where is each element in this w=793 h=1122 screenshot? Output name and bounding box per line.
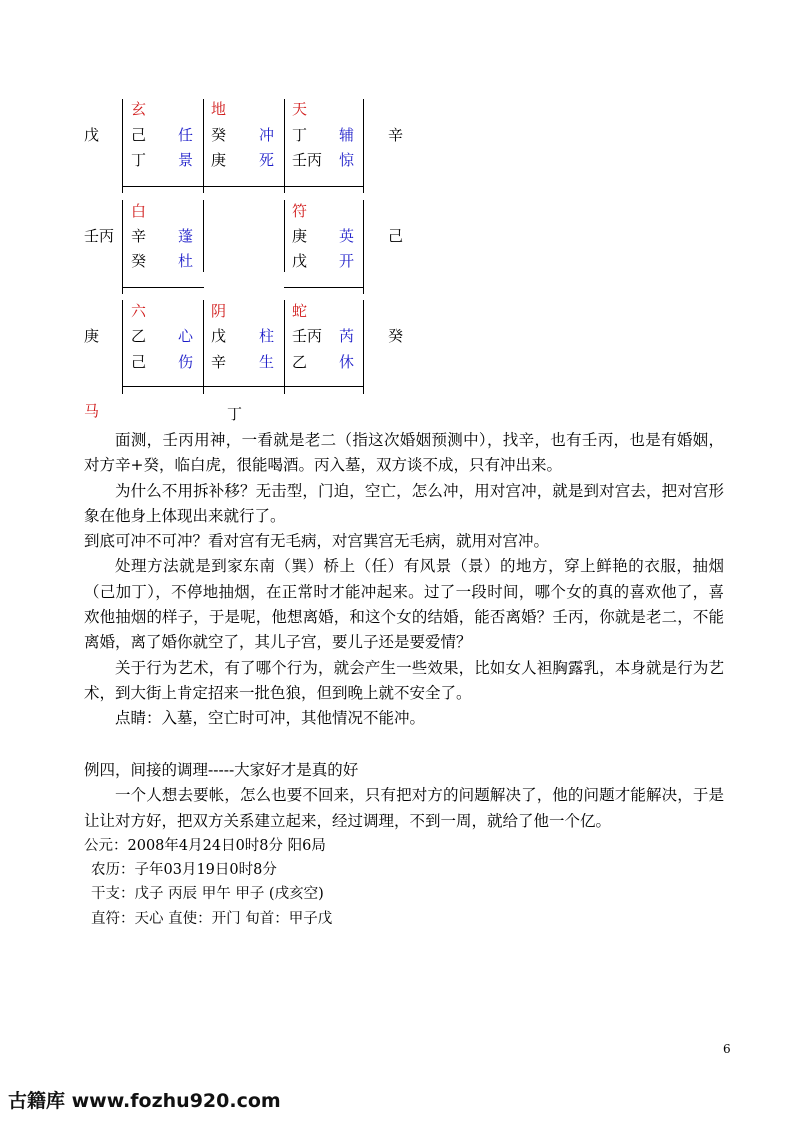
grid-hline	[122, 186, 364, 187]
palace-stem: 壬丙	[292, 327, 323, 345]
grid-vline	[284, 99, 285, 193]
palace-god: 阴	[211, 302, 227, 320]
palace-god: 白	[131, 202, 147, 220]
palace-door: 死	[259, 151, 275, 169]
palace-stem: 乙	[292, 353, 308, 371]
grid-vline	[203, 99, 204, 193]
paragraph: 为什么不用拆补移？无击型，门迫，空亡，怎么冲，用对宫冲，就是到对宫去，把对宫形象在他身上体现出来就行了。	[84, 481, 724, 525]
grid-vline	[122, 99, 123, 193]
grid-hline	[122, 386, 364, 387]
palace-god: 符	[292, 202, 308, 220]
paragraph: 面测，壬丙用神，一看就是老二（指这次婚姻预测中），找辛，也有壬丙，也是有婚姻，对方辛+癸，临白虎，很能喝酒。丙入墓，双方谈不成，只有冲出来。	[84, 431, 724, 475]
grid-vline	[122, 200, 123, 294]
palace-god: 地	[211, 100, 227, 118]
palace-god: 玄	[131, 100, 147, 118]
grid-vline	[363, 300, 364, 394]
palace-door: 杜	[178, 252, 194, 270]
palace-star: 蓬	[178, 227, 194, 245]
grid-vline	[284, 200, 285, 272]
left-stem-label: 戊	[84, 126, 100, 144]
palace-door: 休	[339, 353, 355, 371]
ganzhi-line: 干支：戊子 丙辰 甲午 甲子 (戌亥空)	[91, 886, 324, 902]
palace-stem: 己	[131, 126, 147, 144]
palace-stem: 癸	[131, 252, 147, 270]
palace-stem: 辛	[131, 227, 147, 245]
analysis-text	[84, 428, 724, 732]
footer-watermark: 古籍库 www.fozhu920.com	[8, 1090, 281, 1112]
palace-stem: 辛	[211, 353, 227, 371]
paragraph: 点睛：入墓，空亡时可冲，其他情况不能冲。	[115, 709, 426, 728]
grid-hline	[284, 287, 364, 288]
grid-vline	[284, 300, 285, 394]
palace-stem: 壬丙	[292, 151, 323, 169]
palace-stem: 癸	[211, 126, 227, 144]
example-body: 一个人想去要帐，怎么也要不回来，只有把对方的问题解决了，他的问题才能解决，于是让让对方好，把双方关系建立起来，经过调理，不到一周，就给了他一个亿。	[84, 786, 724, 830]
grid-vline	[203, 200, 204, 272]
palace-star: 冲	[259, 126, 275, 144]
example-title: 例四，间接的调理-----大家好才是真的好	[84, 761, 359, 779]
right-stem-label: 辛	[388, 126, 404, 144]
grid-vline	[363, 200, 364, 294]
horse-star-label: 马	[84, 402, 100, 420]
palace-stem: 乙	[131, 327, 147, 345]
left-stem-label: 壬丙	[84, 227, 115, 245]
grid-vline	[203, 300, 204, 394]
palace-door: 景	[178, 151, 194, 169]
palace-star: 芮	[339, 327, 355, 345]
palace-star: 任	[178, 126, 194, 144]
paragraph: 处理方法就是到家东南（巽）桥上（任）有风景（景）的地方，穿上鲜艳的衣服，抽烟（己加丁），不停地抽烟，在正常时才能冲起来。过了一段时间，哪个女的真的喜欢他了，喜欢他抽烟的样子，于是呢，他想离婚，和这个女的结婚，能否离婚？壬丙，你就是老二，不能离婚，离了婚你就空了，其儿子宫，要儿子还是要爱情？	[84, 557, 724, 652]
palace-god: 六	[131, 302, 147, 320]
grid-hline	[122, 287, 204, 288]
palace-stem: 戊	[211, 327, 227, 345]
page-number: 6	[723, 1042, 731, 1056]
palace-star: 英	[339, 227, 355, 245]
palace-stem: 庚	[211, 151, 227, 169]
palace-door: 生	[259, 353, 275, 371]
bottom-stem-label: 丁	[227, 405, 243, 423]
palace-stem: 庚	[292, 227, 308, 245]
left-stem-label: 庚	[84, 327, 100, 345]
paragraph: 到底可冲不可冲？看对宫有无毛病，对宫巽宫无毛病，就用对宫冲。	[84, 532, 550, 551]
palace-star: 心	[178, 327, 194, 345]
palace-stem: 丁	[131, 151, 147, 169]
nongli-line: 农历：子年03月19日0时8分	[91, 862, 277, 878]
right-stem-label: 癸	[388, 327, 404, 345]
paragraph: 关于行为艺术，有了哪个行为，就会产生一些效果，比如女人袒胸露乳，本身就是行为艺术，到大街上肯定招来一批色狼，但到晚上就不安全了。	[84, 658, 724, 702]
palace-stem: 戊	[292, 252, 308, 270]
palace-god: 天	[292, 100, 308, 118]
palace-star: 柱	[259, 327, 275, 345]
grid-vline	[363, 99, 364, 193]
grid-vline	[122, 300, 123, 394]
palace-stem: 丁	[292, 126, 308, 144]
example-section	[84, 758, 724, 834]
zhifu-line: 直符：天心 直使：开门 旬首：甲子戊	[91, 911, 333, 927]
palace-stem: 己	[131, 353, 147, 371]
palace-door: 惊	[339, 151, 355, 169]
palace-door: 开	[339, 252, 355, 270]
palace-door: 伤	[178, 353, 194, 371]
palace-star: 辅	[339, 126, 355, 144]
right-stem-label: 己	[388, 227, 404, 245]
palace-god: 蛇	[292, 302, 308, 320]
gongli-line: 公元：2008年4月24日0时8分 阳6局	[84, 838, 326, 854]
